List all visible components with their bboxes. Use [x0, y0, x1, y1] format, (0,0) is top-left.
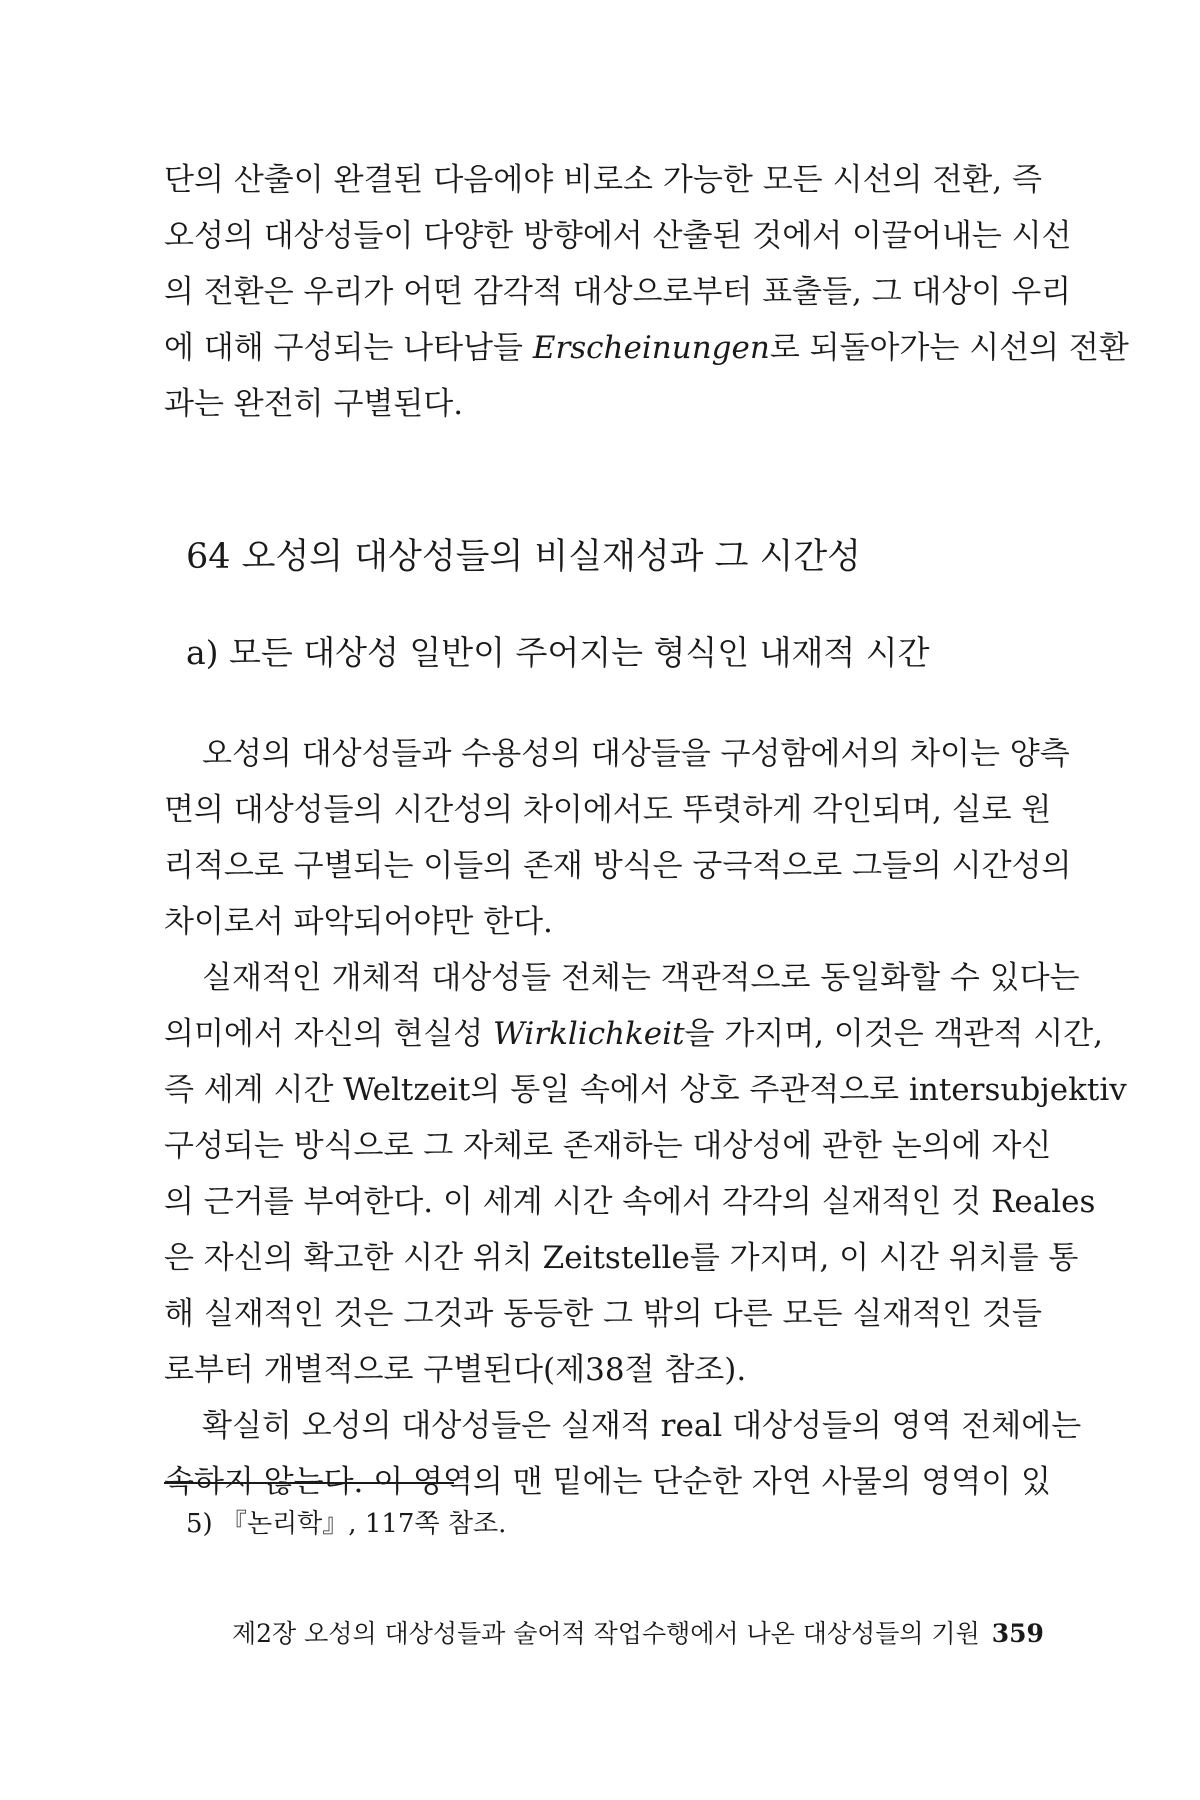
- text-line: 해 실재적인 것은 그것과 동등한 그 밖의 다른 모든 실재적인 것들: [164, 1296, 1042, 1332]
- text-line: 단의 산출이 완결된 다음에야 비로소 가능한 모든 시선의 전환, 즉: [164, 162, 1042, 198]
- page-number: 359: [991, 1619, 1044, 1648]
- text-line: 면의 대상성들의 시간성의 차이에서도 뚜렷하게 각인되며, 실로 원: [164, 792, 1052, 828]
- top-paragraph: [164, 152, 1129, 432]
- paragraph-3: [164, 1398, 1082, 1510]
- text-line: 과는 완전히 구별된다.: [164, 386, 464, 422]
- section-heading: 64 오성의 대상성들의 비실재성과 그 시간성: [186, 537, 861, 577]
- text-line: 로부터 개별적으로 구별된다(제38절 참조).: [164, 1352, 747, 1388]
- text-line: 은 자신의 확고한 시간 위치 Zeitstelle를 가지며, 이 시간 위치를 통: [164, 1240, 1079, 1276]
- german-term: Wirklichkeit: [493, 1016, 685, 1052]
- text-line: 구성되는 방식으로 그 자체로 존재하는 대상성에 관한 논의에 자신: [164, 1128, 1052, 1164]
- text-line: 에 대해 구성되는 나타남들 Erscheinungen로 되돌아가는 시선의 전환: [164, 330, 1129, 366]
- text-line: 속하지 않는다. 이 영역의 맨 밑에는 단순한 자연 사물의 영역이 있: [164, 1464, 1051, 1500]
- running-footer: [232, 1612, 1044, 1656]
- paragraph-1: [164, 726, 1072, 950]
- text-line: 차이로서 파악되어야만 한다.: [164, 904, 553, 940]
- text-line: 오성의 대상성들과 수용성의 대상들을 구성함에서의 차이는 양측: [202, 736, 1070, 772]
- paragraph-2: [164, 950, 1127, 1398]
- footnote: 5) 『논리학』, 117쪽 참조.: [186, 1509, 507, 1539]
- text-line: 오성의 대상성들이 다양한 방향에서 산출된 것에서 이끌어내는 시선: [164, 218, 1072, 254]
- footnote-divider: [164, 1482, 454, 1484]
- text-line: 실재적인 개체적 대상성들 전체는 객관적으로 동일화할 수 있다는: [202, 960, 1080, 996]
- running-title: 제2장 오성의 대상성들과 술어적 작업수행에서 나온 대상성들의 기원: [232, 1619, 980, 1648]
- text-line: 리적으로 구별되는 이들의 존재 방식은 궁극적으로 그들의 시간성의: [164, 848, 1072, 884]
- text-line: 의 근거를 부여한다. 이 세계 시간 속에서 각각의 실재적인 것 Reales: [164, 1184, 1096, 1220]
- german-term: Erscheinungen: [532, 330, 770, 366]
- text-line: 확실히 오성의 대상성들은 실재적 real 대상성들의 영역 전체에는: [202, 1408, 1082, 1444]
- text-line: 의미에서 자신의 현실성 Wirklichkeit을 가지며, 이것은 객관적 시간,: [164, 1016, 1104, 1052]
- text-line: 의 전환은 우리가 어떤 감각적 대상으로부터 표출들, 그 대상이 우리: [164, 274, 1072, 310]
- text-line: 즉 세계 시간 Weltzeit의 통일 속에서 상호 주관적으로 intersubjektiv: [164, 1072, 1127, 1108]
- subsection-heading: a) 모든 대상성 일반이 주어지는 형식인 내재적 시간: [186, 633, 930, 672]
